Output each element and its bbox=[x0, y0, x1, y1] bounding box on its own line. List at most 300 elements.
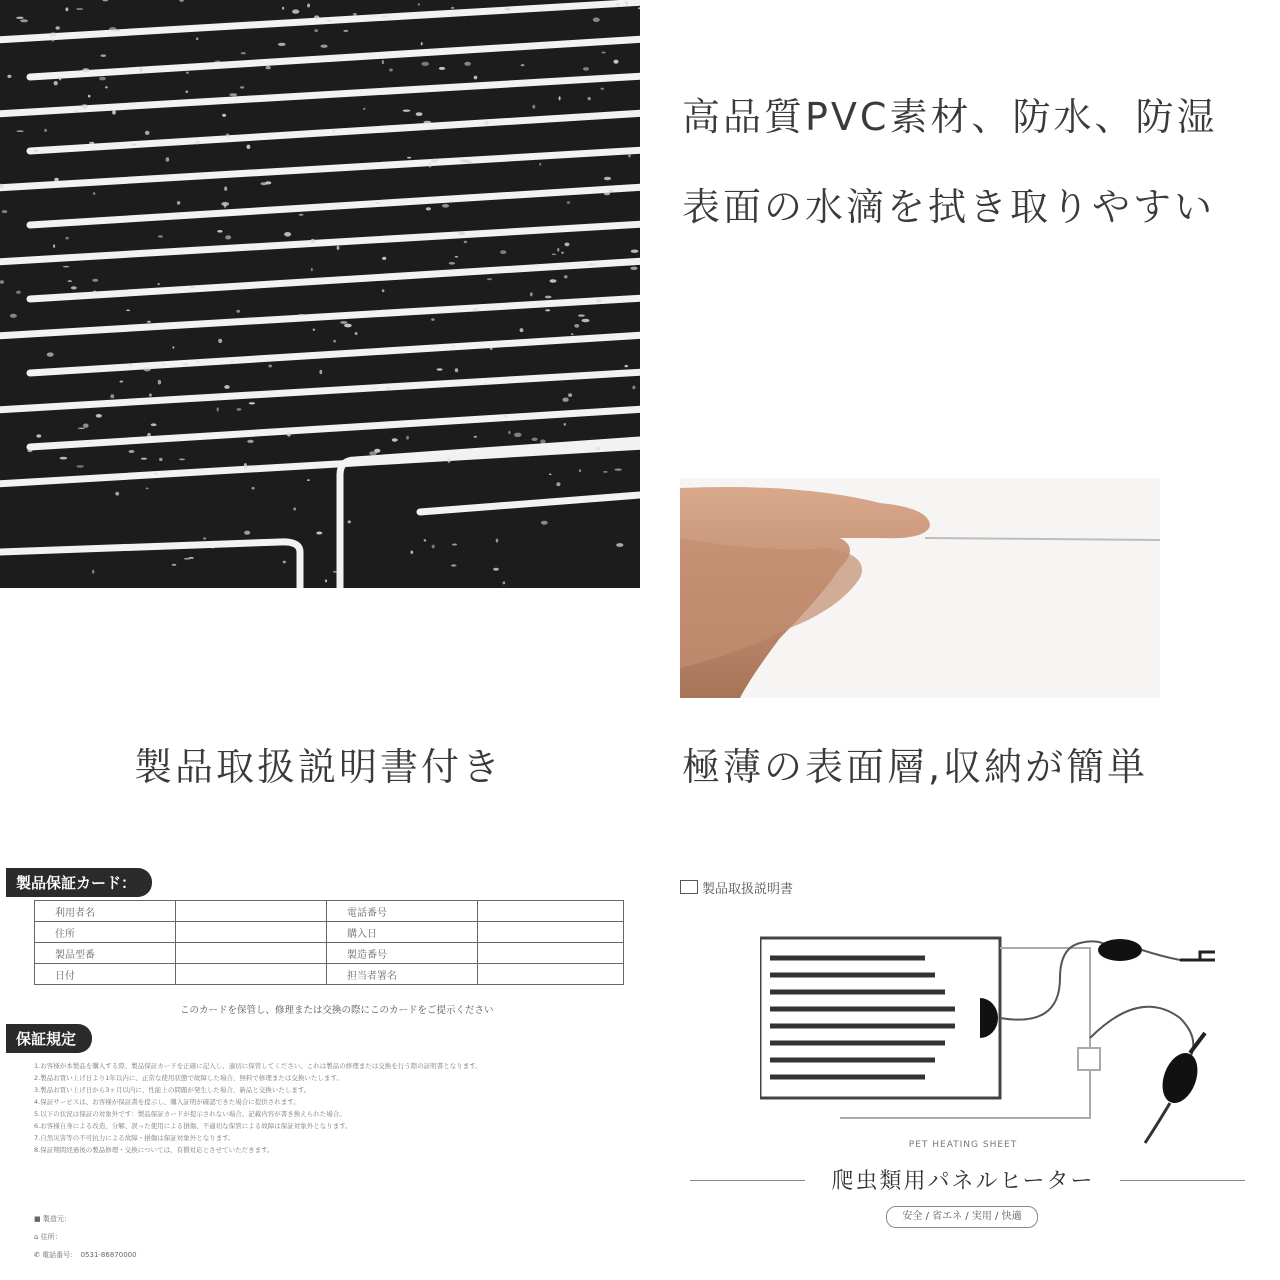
thermostat-dial bbox=[1156, 1048, 1204, 1108]
water-droplet bbox=[375, 202, 381, 204]
water-droplet bbox=[113, 30, 120, 32]
water-droplet bbox=[247, 145, 251, 149]
water-droplet bbox=[588, 263, 595, 266]
water-droplet bbox=[403, 110, 411, 112]
table-cell: 住所 bbox=[35, 922, 176, 943]
water-droplet bbox=[602, 52, 606, 54]
warranty-card-heading: 製品保証カード： bbox=[6, 868, 152, 897]
water-droplet bbox=[185, 91, 188, 93]
contact-address: ⌂ 住所： bbox=[34, 1233, 62, 1241]
water-droplet bbox=[578, 314, 585, 316]
water-droplet bbox=[432, 545, 435, 549]
table-cell bbox=[478, 922, 624, 943]
water-droplet bbox=[293, 508, 296, 511]
water-droplet bbox=[464, 241, 467, 244]
water-droplet bbox=[579, 469, 581, 472]
thermostat-cable bbox=[1090, 1007, 1193, 1058]
water-droplet bbox=[593, 18, 600, 23]
water-droplet bbox=[487, 278, 492, 280]
water-droplet bbox=[54, 81, 58, 85]
water-droplet bbox=[16, 17, 24, 19]
water-droplet bbox=[158, 283, 160, 285]
inline-switch bbox=[1098, 939, 1142, 961]
water-droplet bbox=[155, 472, 158, 475]
water-droplet bbox=[321, 45, 328, 48]
water-droplet bbox=[68, 280, 72, 282]
water-droplet bbox=[452, 544, 457, 546]
water-droplet bbox=[53, 244, 55, 247]
contact-manufacturer: ■ 製造元： bbox=[34, 1215, 71, 1223]
warranty-card-note: このカードを保管し、修理または交換の際にこのカードをご提示ください bbox=[180, 1005, 494, 1016]
title-divider-right bbox=[1120, 1180, 1245, 1181]
water-droplet bbox=[493, 568, 499, 571]
water-droplet bbox=[532, 105, 535, 109]
water-droplet bbox=[158, 380, 161, 385]
water-droplet bbox=[562, 398, 568, 402]
water-droplet bbox=[244, 465, 248, 469]
water-droplet bbox=[588, 97, 591, 100]
water-droplet bbox=[92, 570, 94, 574]
water-droplet bbox=[455, 256, 459, 258]
manual-subtitle: PET HEATING SHEET bbox=[908, 1140, 1018, 1150]
water-droplet bbox=[429, 163, 432, 168]
power-cable bbox=[1000, 941, 1110, 1019]
caption-manual-included: 製品取扱説明書付き bbox=[134, 745, 504, 789]
water-droplet bbox=[231, 360, 234, 363]
water-droplet bbox=[101, 54, 107, 57]
water-droplet bbox=[496, 539, 499, 543]
water-droplet bbox=[149, 394, 152, 397]
warranty-rule: 3.製品お買い上げ日から3ヶ月以内に、性能上の問題が発生した場合、新品と交換いたします。 bbox=[34, 1086, 311, 1094]
water-droplet bbox=[20, 19, 28, 22]
water-droplet bbox=[112, 110, 116, 114]
heating-sheet-photo bbox=[0, 0, 640, 588]
water-droplet bbox=[460, 159, 468, 162]
water-droplet bbox=[532, 438, 538, 441]
water-droplet bbox=[504, 8, 511, 11]
table-cell bbox=[478, 964, 624, 985]
water-droplet bbox=[604, 192, 610, 195]
water-droplet bbox=[603, 471, 607, 473]
water-droplet bbox=[92, 279, 98, 282]
water-droplet bbox=[34, 149, 39, 152]
water-droplet bbox=[316, 532, 322, 535]
water-droplet bbox=[166, 157, 170, 161]
water-droplet bbox=[120, 381, 124, 383]
water-droplet bbox=[614, 60, 619, 64]
water-droplet bbox=[567, 201, 570, 203]
water-droplet bbox=[172, 346, 174, 348]
water-droplet bbox=[485, 121, 489, 125]
warranty-contact bbox=[34, 1210, 137, 1264]
table-cell: 製品型番 bbox=[35, 943, 176, 964]
water-droplet bbox=[490, 348, 493, 350]
book-icon bbox=[680, 880, 698, 894]
heating-sheet-graphic bbox=[0, 0, 640, 588]
water-droplet bbox=[604, 177, 611, 181]
water-droplet bbox=[56, 26, 60, 30]
water-droplet bbox=[76, 465, 83, 467]
water-droplet bbox=[89, 142, 94, 144]
manual-header-text: 製品取扱説明書 bbox=[702, 882, 794, 897]
table-cell bbox=[478, 901, 624, 922]
hand-graphic bbox=[680, 478, 1160, 698]
water-droplet bbox=[545, 296, 552, 299]
warranty-rule: 7.自然災害等の不可抗力による故障・損傷は保証対象外となります。 bbox=[34, 1134, 235, 1142]
water-droplet bbox=[244, 531, 250, 535]
water-droplet bbox=[625, 1, 628, 5]
water-droplet bbox=[282, 7, 284, 10]
warranty-rule: 4.保証サービスは、お客様が保証書を提示し、購入証明が確認できた場合に提供されます。 bbox=[34, 1098, 300, 1106]
water-droplet bbox=[240, 86, 244, 88]
water-droplet bbox=[179, 459, 185, 461]
water-droplet bbox=[145, 131, 150, 135]
warranty-table bbox=[34, 900, 624, 985]
water-droplet bbox=[508, 431, 510, 435]
water-droplet bbox=[183, 363, 188, 366]
water-droplet bbox=[10, 314, 17, 318]
water-droplet bbox=[421, 42, 423, 45]
water-droplet bbox=[333, 571, 337, 573]
water-droplet bbox=[337, 246, 340, 250]
water-droplet bbox=[63, 266, 70, 268]
plug-icon bbox=[1180, 952, 1215, 960]
water-droplet bbox=[147, 321, 151, 323]
water-droplet bbox=[631, 250, 639, 253]
heater-panel-outline bbox=[760, 938, 1000, 1098]
water-droplet bbox=[373, 388, 378, 390]
water-droplet bbox=[110, 394, 114, 398]
water-droplet bbox=[449, 262, 455, 265]
water-droplet bbox=[540, 439, 545, 443]
water-droplet bbox=[474, 76, 478, 80]
water-droplet bbox=[82, 68, 89, 72]
water-droplet bbox=[600, 88, 604, 90]
water-droplet bbox=[564, 275, 567, 278]
water-droplet bbox=[147, 433, 151, 437]
water-droplet bbox=[439, 67, 445, 70]
water-droplet bbox=[129, 363, 132, 366]
water-droplet bbox=[407, 157, 411, 159]
heater-diagram bbox=[760, 928, 1240, 1148]
water-droplet bbox=[54, 178, 59, 182]
water-droplet bbox=[344, 324, 352, 328]
water-droplet bbox=[44, 129, 47, 132]
table-cell: 電話番号 bbox=[327, 901, 478, 922]
water-droplet bbox=[217, 407, 219, 411]
water-droplet bbox=[283, 561, 286, 564]
table-cell: 日付 bbox=[35, 964, 176, 985]
water-droplet bbox=[545, 309, 550, 311]
water-droplet bbox=[311, 268, 313, 271]
water-droplet bbox=[442, 204, 449, 208]
water-droplet bbox=[451, 7, 454, 9]
water-droplet bbox=[455, 368, 458, 372]
warranty-rule: 5.以下の状況は保証の対象外です：製品保証カードが提示されない場合、記載内容が書き換えられた場合。 bbox=[34, 1110, 346, 1118]
water-droplet bbox=[418, 3, 420, 5]
water-droplet bbox=[473, 308, 478, 311]
water-droplet bbox=[596, 447, 600, 450]
water-droplet bbox=[416, 112, 423, 116]
warranty-rule: 2.製品お買い上げ日より1年以内に、正常な使用状態で故障した場合、無料で修理または交換いたします。 bbox=[34, 1074, 343, 1082]
water-droplet bbox=[146, 488, 149, 490]
water-droplet bbox=[421, 62, 429, 66]
water-droplet bbox=[266, 66, 271, 70]
water-droplet bbox=[287, 432, 291, 436]
water-droplet bbox=[225, 235, 231, 239]
water-droplet bbox=[249, 402, 255, 404]
water-droplet bbox=[530, 292, 533, 296]
contact-manufacturer-text: 製造元： bbox=[42, 1215, 71, 1223]
water-droplet bbox=[224, 385, 229, 389]
water-droplet bbox=[411, 551, 414, 554]
manual-title: 爬虫類用パネルヒーター bbox=[831, 1169, 1095, 1194]
water-droplet bbox=[614, 469, 622, 471]
water-droplet bbox=[382, 289, 385, 292]
water-droplet bbox=[195, 141, 200, 144]
water-droplet bbox=[520, 328, 524, 332]
water-droplet bbox=[93, 291, 97, 293]
water-droplet bbox=[83, 424, 89, 428]
water-droplet bbox=[197, 360, 199, 363]
water-droplet bbox=[215, 61, 221, 63]
contact-address-text: 住所： bbox=[40, 1233, 62, 1241]
water-droplet bbox=[382, 15, 388, 17]
manual-header bbox=[680, 878, 793, 897]
water-droplet bbox=[27, 450, 32, 452]
water-droplet bbox=[252, 487, 255, 490]
water-droplet bbox=[392, 438, 398, 441]
water-droplet bbox=[556, 482, 560, 486]
table-cell: 利用者名 bbox=[35, 901, 176, 922]
water-droplet bbox=[549, 474, 552, 476]
water-droplet bbox=[51, 39, 54, 42]
water-droplet bbox=[451, 564, 457, 567]
caption-ultra-thin: 極薄の表面層,収納が簡単 bbox=[682, 745, 1149, 789]
water-droplet bbox=[541, 521, 548, 525]
water-droplet bbox=[583, 67, 589, 71]
water-droplet bbox=[632, 386, 635, 390]
water-droplet bbox=[158, 235, 163, 238]
water-droplet bbox=[65, 237, 68, 240]
water-droplet bbox=[143, 367, 150, 371]
contact-phone-text: 電話番号： 0531-86870000 bbox=[42, 1251, 137, 1259]
water-droplet bbox=[224, 187, 227, 191]
water-droplet bbox=[247, 440, 254, 443]
water-droplet bbox=[226, 133, 230, 137]
water-droplet bbox=[314, 15, 319, 19]
water-droplet bbox=[191, 286, 195, 288]
water-droplet bbox=[47, 352, 54, 356]
water-droplet bbox=[129, 450, 135, 453]
water-droplet bbox=[105, 86, 108, 88]
water-droplet bbox=[333, 340, 336, 343]
table-cell bbox=[176, 964, 327, 985]
water-droplet bbox=[406, 436, 409, 440]
water-droplet bbox=[16, 291, 21, 294]
water-droplet bbox=[163, 364, 166, 366]
water-droplet bbox=[437, 368, 443, 371]
water-droplet bbox=[574, 324, 579, 328]
water-droplet bbox=[7, 75, 11, 78]
water-droplet bbox=[2, 210, 8, 213]
water-droplet bbox=[458, 231, 465, 235]
water-droplet bbox=[423, 121, 431, 124]
water-droplet bbox=[172, 564, 177, 566]
warranty-card bbox=[0, 858, 640, 1280]
heater-connector bbox=[980, 998, 998, 1038]
water-droplet bbox=[268, 365, 272, 368]
table-cell bbox=[478, 943, 624, 964]
water-droplet bbox=[59, 77, 61, 81]
water-droplet bbox=[236, 310, 240, 313]
water-droplet bbox=[474, 436, 477, 438]
water-droplet bbox=[325, 579, 327, 582]
water-droplet bbox=[222, 114, 226, 117]
table-row bbox=[35, 943, 624, 964]
water-droplet bbox=[203, 537, 206, 539]
manual-cover bbox=[680, 858, 1280, 1280]
water-droplet bbox=[221, 202, 229, 206]
water-droplet bbox=[36, 434, 41, 437]
table-cell bbox=[176, 901, 327, 922]
water-droplet bbox=[93, 192, 96, 195]
water-droplet bbox=[81, 104, 88, 108]
water-droplet bbox=[141, 458, 147, 460]
water-droplet bbox=[319, 370, 322, 374]
water-droplet bbox=[241, 52, 246, 54]
water-droplet bbox=[514, 433, 522, 437]
table-row bbox=[35, 901, 624, 922]
table-cell bbox=[176, 922, 327, 943]
water-droplet bbox=[521, 64, 525, 66]
caption-wipe: 表面の水滴を拭き取りやすい bbox=[682, 185, 1216, 229]
water-droplet bbox=[340, 321, 347, 324]
water-droplet bbox=[431, 318, 434, 320]
water-droplet bbox=[557, 248, 559, 252]
water-droplet bbox=[571, 333, 574, 335]
warranty-rule: 8.保証期間経過後の製品修理・交換については、有償対応とさせていただきます。 bbox=[34, 1146, 274, 1154]
water-droplet bbox=[616, 543, 623, 547]
water-droplet bbox=[99, 77, 106, 81]
water-droplet bbox=[314, 29, 318, 32]
water-droplet bbox=[229, 93, 237, 96]
water-droplet bbox=[568, 393, 572, 397]
table-cell: 担当者署名 bbox=[327, 964, 478, 985]
water-droplet bbox=[115, 492, 119, 496]
water-droplet bbox=[355, 332, 358, 335]
caption-material: 高品質PVC素材、防水、防湿 bbox=[682, 95, 1218, 139]
water-droplet bbox=[382, 60, 384, 64]
water-droplet bbox=[78, 428, 85, 430]
warranty-rules-list bbox=[34, 1060, 634, 1156]
table-row bbox=[35, 922, 624, 943]
water-droplet bbox=[343, 30, 348, 32]
water-droplet bbox=[503, 581, 506, 584]
water-droplet bbox=[559, 96, 561, 100]
water-droplet bbox=[452, 345, 454, 347]
water-droplet bbox=[217, 230, 222, 233]
table-cell: 購入日 bbox=[327, 922, 478, 943]
water-droplet bbox=[65, 7, 68, 11]
manual-tags: 安全 / 省エネ / 実用 / 快適 bbox=[886, 1206, 1038, 1228]
water-droplet bbox=[389, 69, 393, 72]
water-droplet bbox=[596, 299, 602, 303]
water-droplet bbox=[565, 243, 570, 247]
water-droplet bbox=[534, 264, 539, 266]
water-droplet bbox=[76, 8, 83, 10]
water-droplet bbox=[299, 314, 305, 316]
water-droplet bbox=[71, 286, 77, 289]
water-droplet bbox=[504, 415, 508, 418]
water-droplet bbox=[96, 414, 102, 418]
water-droplet bbox=[139, 67, 143, 72]
water-droplet bbox=[374, 449, 380, 453]
table-cell: 製造番号 bbox=[327, 943, 478, 964]
water-droplet bbox=[382, 257, 386, 260]
water-droplet bbox=[196, 37, 198, 40]
table-row bbox=[35, 964, 624, 985]
warranty-rule: 6.お客様自身による改造、分解、誤った使用による損傷、不適切な保管による故障は保証対象外となります。 bbox=[34, 1122, 352, 1130]
water-droplet bbox=[186, 72, 189, 74]
water-droplet bbox=[126, 310, 130, 312]
water-droplet bbox=[609, 190, 614, 193]
contact-phone: ✆ 電話番号： 0531-86870000 bbox=[34, 1251, 137, 1259]
water-droplet bbox=[151, 423, 157, 426]
water-droplet bbox=[539, 163, 541, 166]
water-droplet bbox=[307, 4, 310, 8]
water-droplet bbox=[387, 387, 390, 390]
water-droplet bbox=[278, 43, 286, 46]
water-droplet bbox=[353, 13, 357, 16]
water-droplet bbox=[363, 108, 365, 110]
water-droplet bbox=[564, 423, 566, 426]
water-droplet bbox=[348, 520, 351, 523]
water-droplet bbox=[87, 441, 91, 443]
water-droplet bbox=[431, 159, 438, 163]
water-droplet bbox=[60, 457, 68, 460]
warranty-rules-heading: 保証規定 bbox=[6, 1024, 92, 1053]
water-droplet bbox=[426, 207, 431, 210]
water-droplet bbox=[284, 232, 291, 237]
water-droplet bbox=[424, 539, 427, 541]
water-droplet bbox=[582, 319, 590, 323]
water-droplet bbox=[307, 479, 310, 481]
water-droplet bbox=[292, 9, 299, 13]
water-droplet bbox=[550, 279, 557, 282]
water-droplet bbox=[628, 154, 630, 158]
water-droplet bbox=[299, 214, 304, 216]
water-droplet bbox=[447, 458, 450, 463]
water-droplet bbox=[484, 383, 487, 385]
water-droplet bbox=[332, 129, 335, 133]
water-droplet bbox=[177, 201, 180, 205]
water-droplet bbox=[500, 250, 506, 254]
water-droplet bbox=[464, 62, 471, 66]
water-droplet bbox=[237, 408, 242, 411]
water-droplet bbox=[313, 329, 316, 331]
water-droplet bbox=[159, 458, 163, 461]
water-droplet bbox=[561, 252, 563, 254]
water-droplet bbox=[88, 95, 91, 98]
water-droplet bbox=[16, 130, 23, 132]
water-droplet bbox=[50, 32, 57, 37]
water-droplet bbox=[132, 144, 137, 146]
water-droplet bbox=[265, 181, 271, 184]
warranty-rule: 1.お客様が本製品を購入する際、製品保証カードを正確に記入し、適切に保管してください。これは製品の修理または交換を行う際の証明書となります。 bbox=[34, 1062, 482, 1070]
water-droplet bbox=[625, 365, 628, 367]
water-droplet bbox=[74, 111, 78, 113]
